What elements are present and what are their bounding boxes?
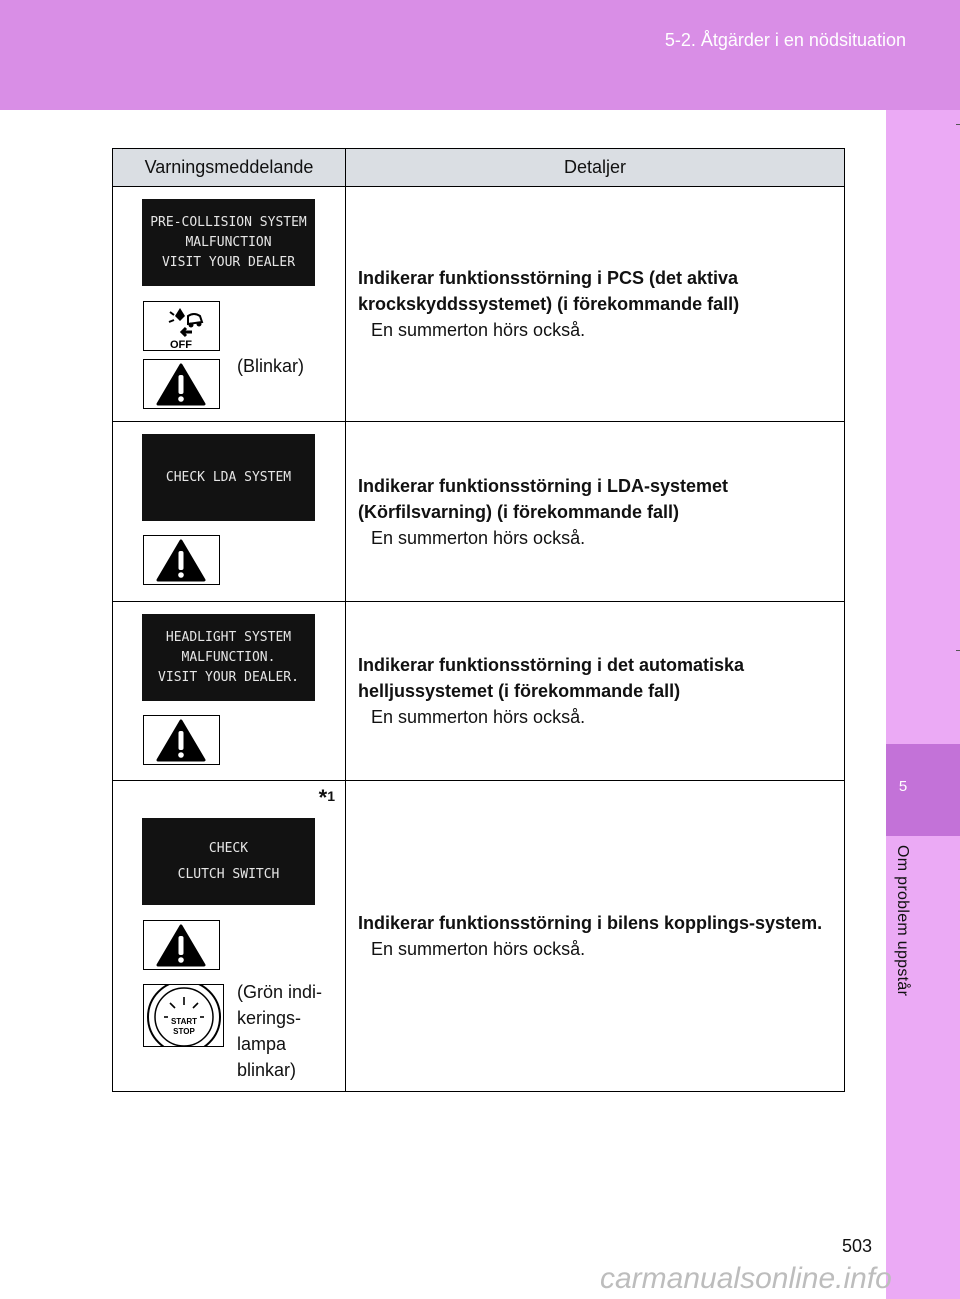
detail-subtext: En summerton hörs också. bbox=[371, 320, 586, 340]
icon-caption: (Blinkar) bbox=[237, 356, 305, 376]
start-label: START bbox=[170, 1017, 198, 1026]
display-message bbox=[142, 818, 315, 905]
caption-line: kerings- bbox=[237, 1008, 302, 1028]
warning-table bbox=[112, 148, 845, 1092]
message-cell bbox=[113, 602, 346, 781]
display-message bbox=[142, 614, 315, 701]
display-line: HEADLIGHT SYSTEM bbox=[165, 629, 292, 645]
detail-text: Indikerar funktionsstörning i PCS (det aktiva krockskyddssystemet) (i förekommande fall) bbox=[358, 268, 740, 314]
section-title: 5-2. Åtgärder i en nödsituation bbox=[664, 30, 906, 50]
display-message bbox=[142, 199, 315, 286]
start-stop-button-icon bbox=[143, 984, 224, 1047]
message-cell bbox=[113, 187, 346, 422]
detail-subtext: En summerton hörs också. bbox=[371, 527, 586, 548]
caption-line: lampa bbox=[237, 1034, 287, 1054]
off-label: OFF bbox=[170, 339, 192, 350]
page-number: 503 bbox=[842, 1236, 873, 1256]
detail-subtext: En summerton hörs också. bbox=[371, 939, 586, 959]
message-cell bbox=[113, 781, 346, 1092]
table-header-row bbox=[113, 149, 845, 187]
footnote-star: * bbox=[318, 785, 328, 810]
caption-line: (Grön indi- bbox=[237, 982, 323, 1002]
display-line: MALFUNCTION bbox=[185, 234, 272, 250]
crop-mark bbox=[956, 650, 960, 651]
footnote-mark bbox=[319, 785, 335, 811]
warning-icon bbox=[143, 920, 220, 970]
watermark: carmanualsonline.info bbox=[600, 1262, 892, 1295]
display-line: CHECK LDA SYSTEM bbox=[165, 469, 292, 485]
table-row bbox=[113, 602, 845, 781]
table-row bbox=[113, 422, 845, 602]
table-row bbox=[113, 781, 845, 1092]
warning-icon bbox=[143, 359, 220, 409]
column-header-details: Detaljer bbox=[346, 149, 845, 187]
pcs-off-icon bbox=[143, 301, 220, 351]
crop-mark bbox=[956, 124, 960, 125]
detail-text: Indikerar funktionsstörning i LDA-systemet (Körfilsvarning) (i förekommande fall) bbox=[358, 475, 729, 522]
icon-caption bbox=[237, 979, 322, 1083]
chapter-side-tab bbox=[886, 110, 960, 1299]
details-cell bbox=[346, 602, 845, 781]
footnote-number: 1 bbox=[327, 788, 335, 804]
details-cell bbox=[346, 422, 845, 602]
display-message bbox=[142, 434, 315, 521]
details-cell bbox=[346, 781, 845, 1092]
display-line: VISIT YOUR DEALER bbox=[161, 254, 296, 270]
display-line: MALFUNCTION. bbox=[181, 649, 276, 665]
chapter-number: 5 bbox=[898, 778, 908, 795]
stop-label: STOP bbox=[173, 1027, 195, 1036]
details-cell bbox=[346, 187, 845, 422]
warning-icon bbox=[143, 535, 220, 585]
detail-text: Indikerar funktionsstörning i det automatiska helljussystemet (i förekommande fall) bbox=[358, 655, 745, 701]
detail-text: Indikerar funktionsstörning i bilens kopplings-system. bbox=[358, 913, 823, 933]
warning-icon bbox=[143, 715, 220, 765]
display-line: VISIT YOUR DEALER. bbox=[158, 669, 299, 685]
display-line: CHECK bbox=[208, 840, 249, 856]
message-cell bbox=[113, 422, 346, 602]
display-line: CLUTCH SWITCH bbox=[177, 866, 280, 882]
display-line: PRE-COLLISION SYSTEM bbox=[150, 214, 307, 230]
page-header bbox=[0, 0, 960, 110]
detail-subtext: En summerton hörs också. bbox=[371, 707, 586, 727]
column-header-message: Varningsmeddelande bbox=[113, 149, 346, 187]
chapter-label: Om problem uppstår bbox=[894, 845, 911, 997]
table-row bbox=[113, 187, 845, 422]
caption-line: blinkar) bbox=[237, 1060, 297, 1080]
